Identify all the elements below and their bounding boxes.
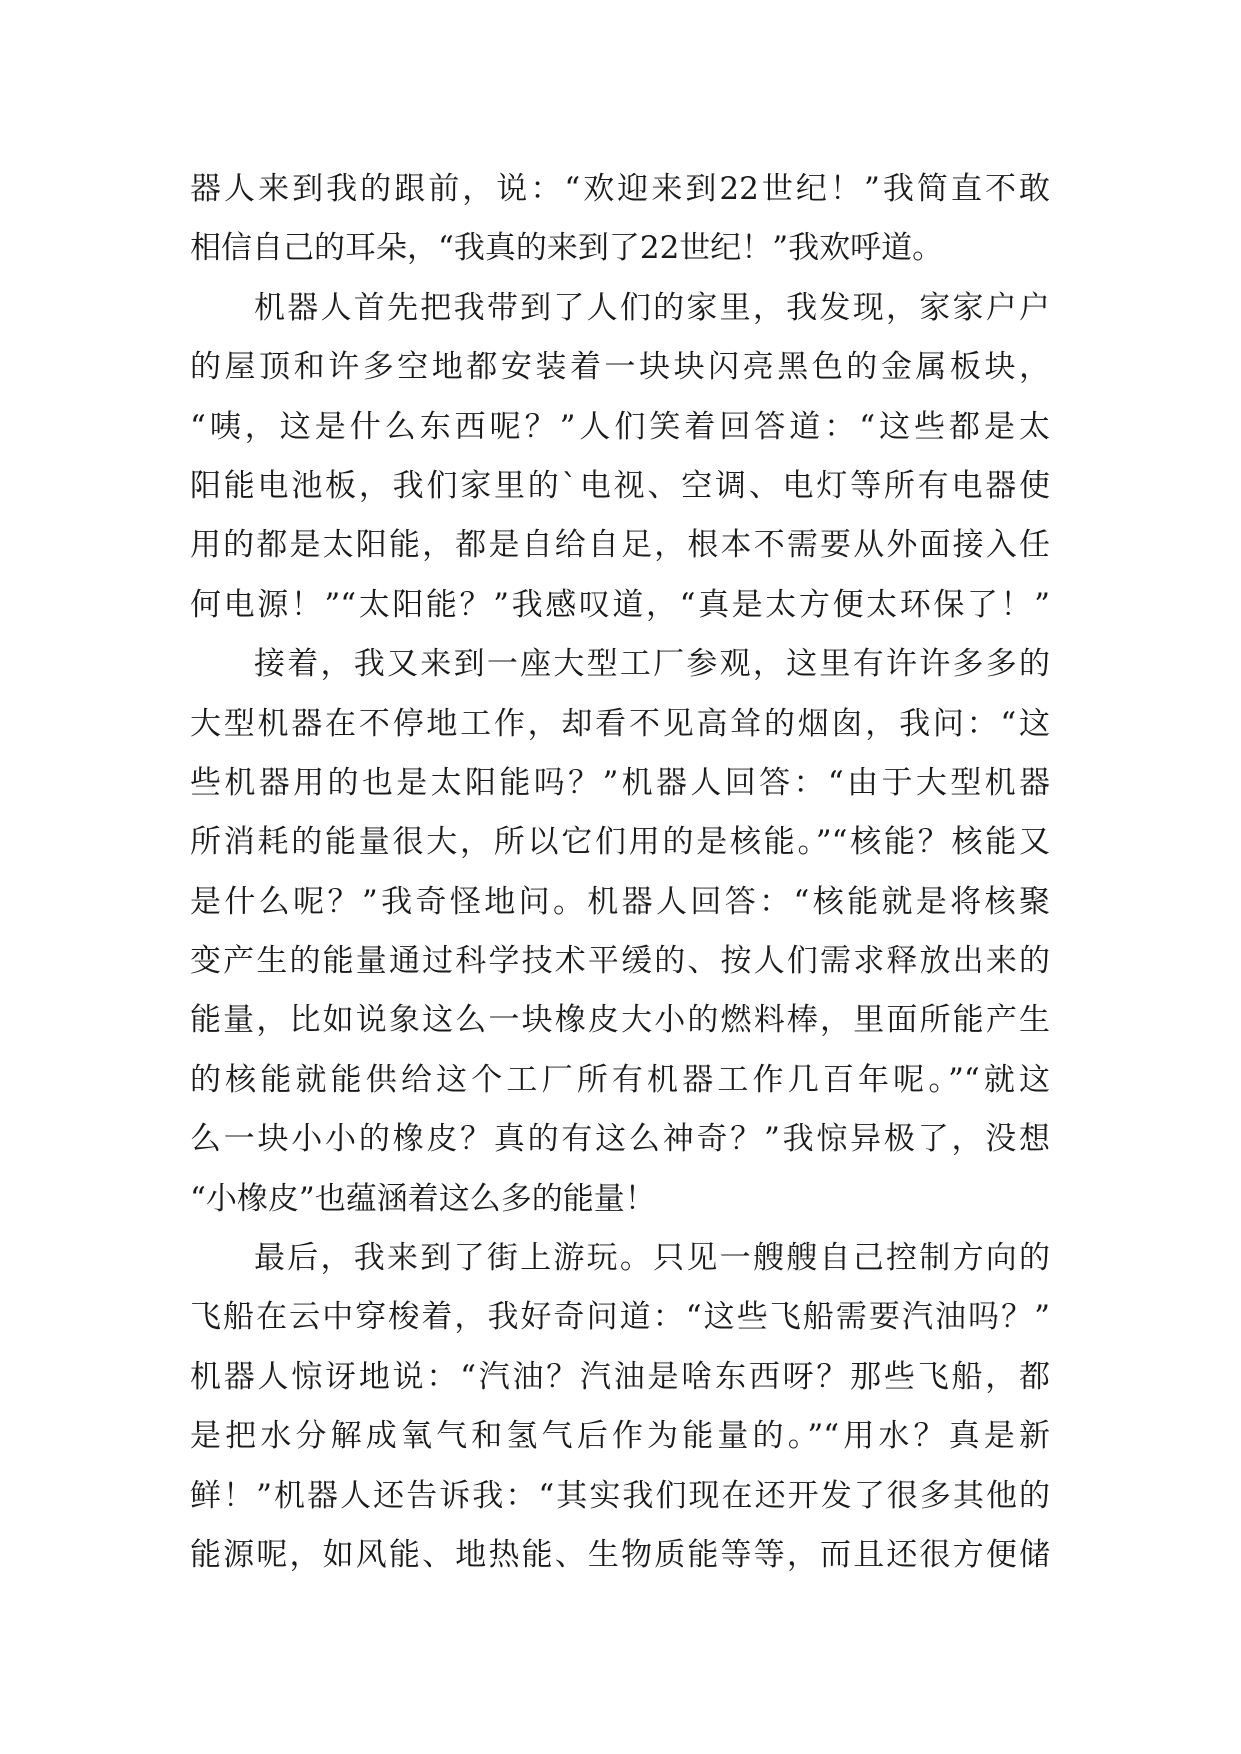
- text-line: 变产生的能量通过科学技术平缓的、按人们需求释放出来的: [190, 943, 1050, 980]
- text-line: 所消耗的能量很大，所以它们用的是核能。”“核能？核能又: [190, 824, 1050, 861]
- text-line: 机器人惊讶地说：“汽油？汽油是啥东西呀？那些飞船，都: [190, 1358, 1050, 1395]
- text-line: 的核能就能供给这个工厂所有机器工作几百年呢。”“就这: [190, 1061, 1050, 1098]
- text-line: “小橡皮”也蕴涵着这么多的能量！: [190, 1180, 656, 1217]
- text-line: 鲜！”机器人还告诉我：“其实我们现在还开发了很多其他的: [190, 1477, 1050, 1514]
- paragraph-first-line: 机器人首先把我带到了人们的家里，我发现，家家户户: [254, 289, 1050, 326]
- text-line: 用的都是太阳能，都是自给自足，根本不需要从外面接入任: [190, 527, 1050, 564]
- text-line: 大型机器在不停地工作，却看不见高耸的烟囱，我问：“这: [190, 705, 1050, 742]
- body-text: [190, 160, 1050, 1585]
- text-line: 相信自己的耳朵，“我真的来到了22世纪！”我欢呼道。: [190, 230, 944, 267]
- text-line: 的屋顶和许多空地都安装着一块块闪亮黑色的金属板块，: [190, 349, 1050, 386]
- text-line: 是把水分解成氧气和氢气后作为能量的。”“用水？真是新: [190, 1418, 1050, 1455]
- text-line: 能量，比如说象这么一块橡皮大小的燃料棒，里面所能产生: [190, 1002, 1050, 1039]
- text-line: 何电源！”“太阳能？”我感叹道，“真是太方便太环保了！”: [190, 586, 1050, 623]
- text-line: 能源呢，如风能、地热能、生物质能等等，而且还很方便储: [190, 1536, 1050, 1573]
- paragraph-first-line: 最后，我来到了街上游玩。只见一艘艘自己控制方向的: [254, 1240, 1050, 1277]
- text-line: 些机器用的也是太阳能吗？”机器人回答：“由于大型机器: [190, 764, 1050, 801]
- text-line: 飞船在云中穿梭着，我好奇问道：“这些飞船需要汽油吗？”: [190, 1299, 1050, 1336]
- text-line: 阳能电池板，我们家里的`电视、空调、电灯等所有电器使: [190, 467, 1050, 504]
- paragraph-first-line: 接着，我又来到一座大型工厂参观，这里有许许多多的: [254, 646, 1050, 683]
- text-line: “咦，这是什么东西呢？”人们笑着回答道：“这些都是太: [190, 408, 1050, 445]
- text-line: 是什么呢？”我奇怪地问。机器人回答：“核能就是将核聚: [190, 883, 1050, 920]
- text-line: 器人来到我的跟前，说：“欢迎来到22世纪！”我简直不敢: [190, 171, 1050, 207]
- text-line: 么一块小小的橡皮？真的有这么神奇？”我惊异极了，没想: [190, 1121, 1050, 1158]
